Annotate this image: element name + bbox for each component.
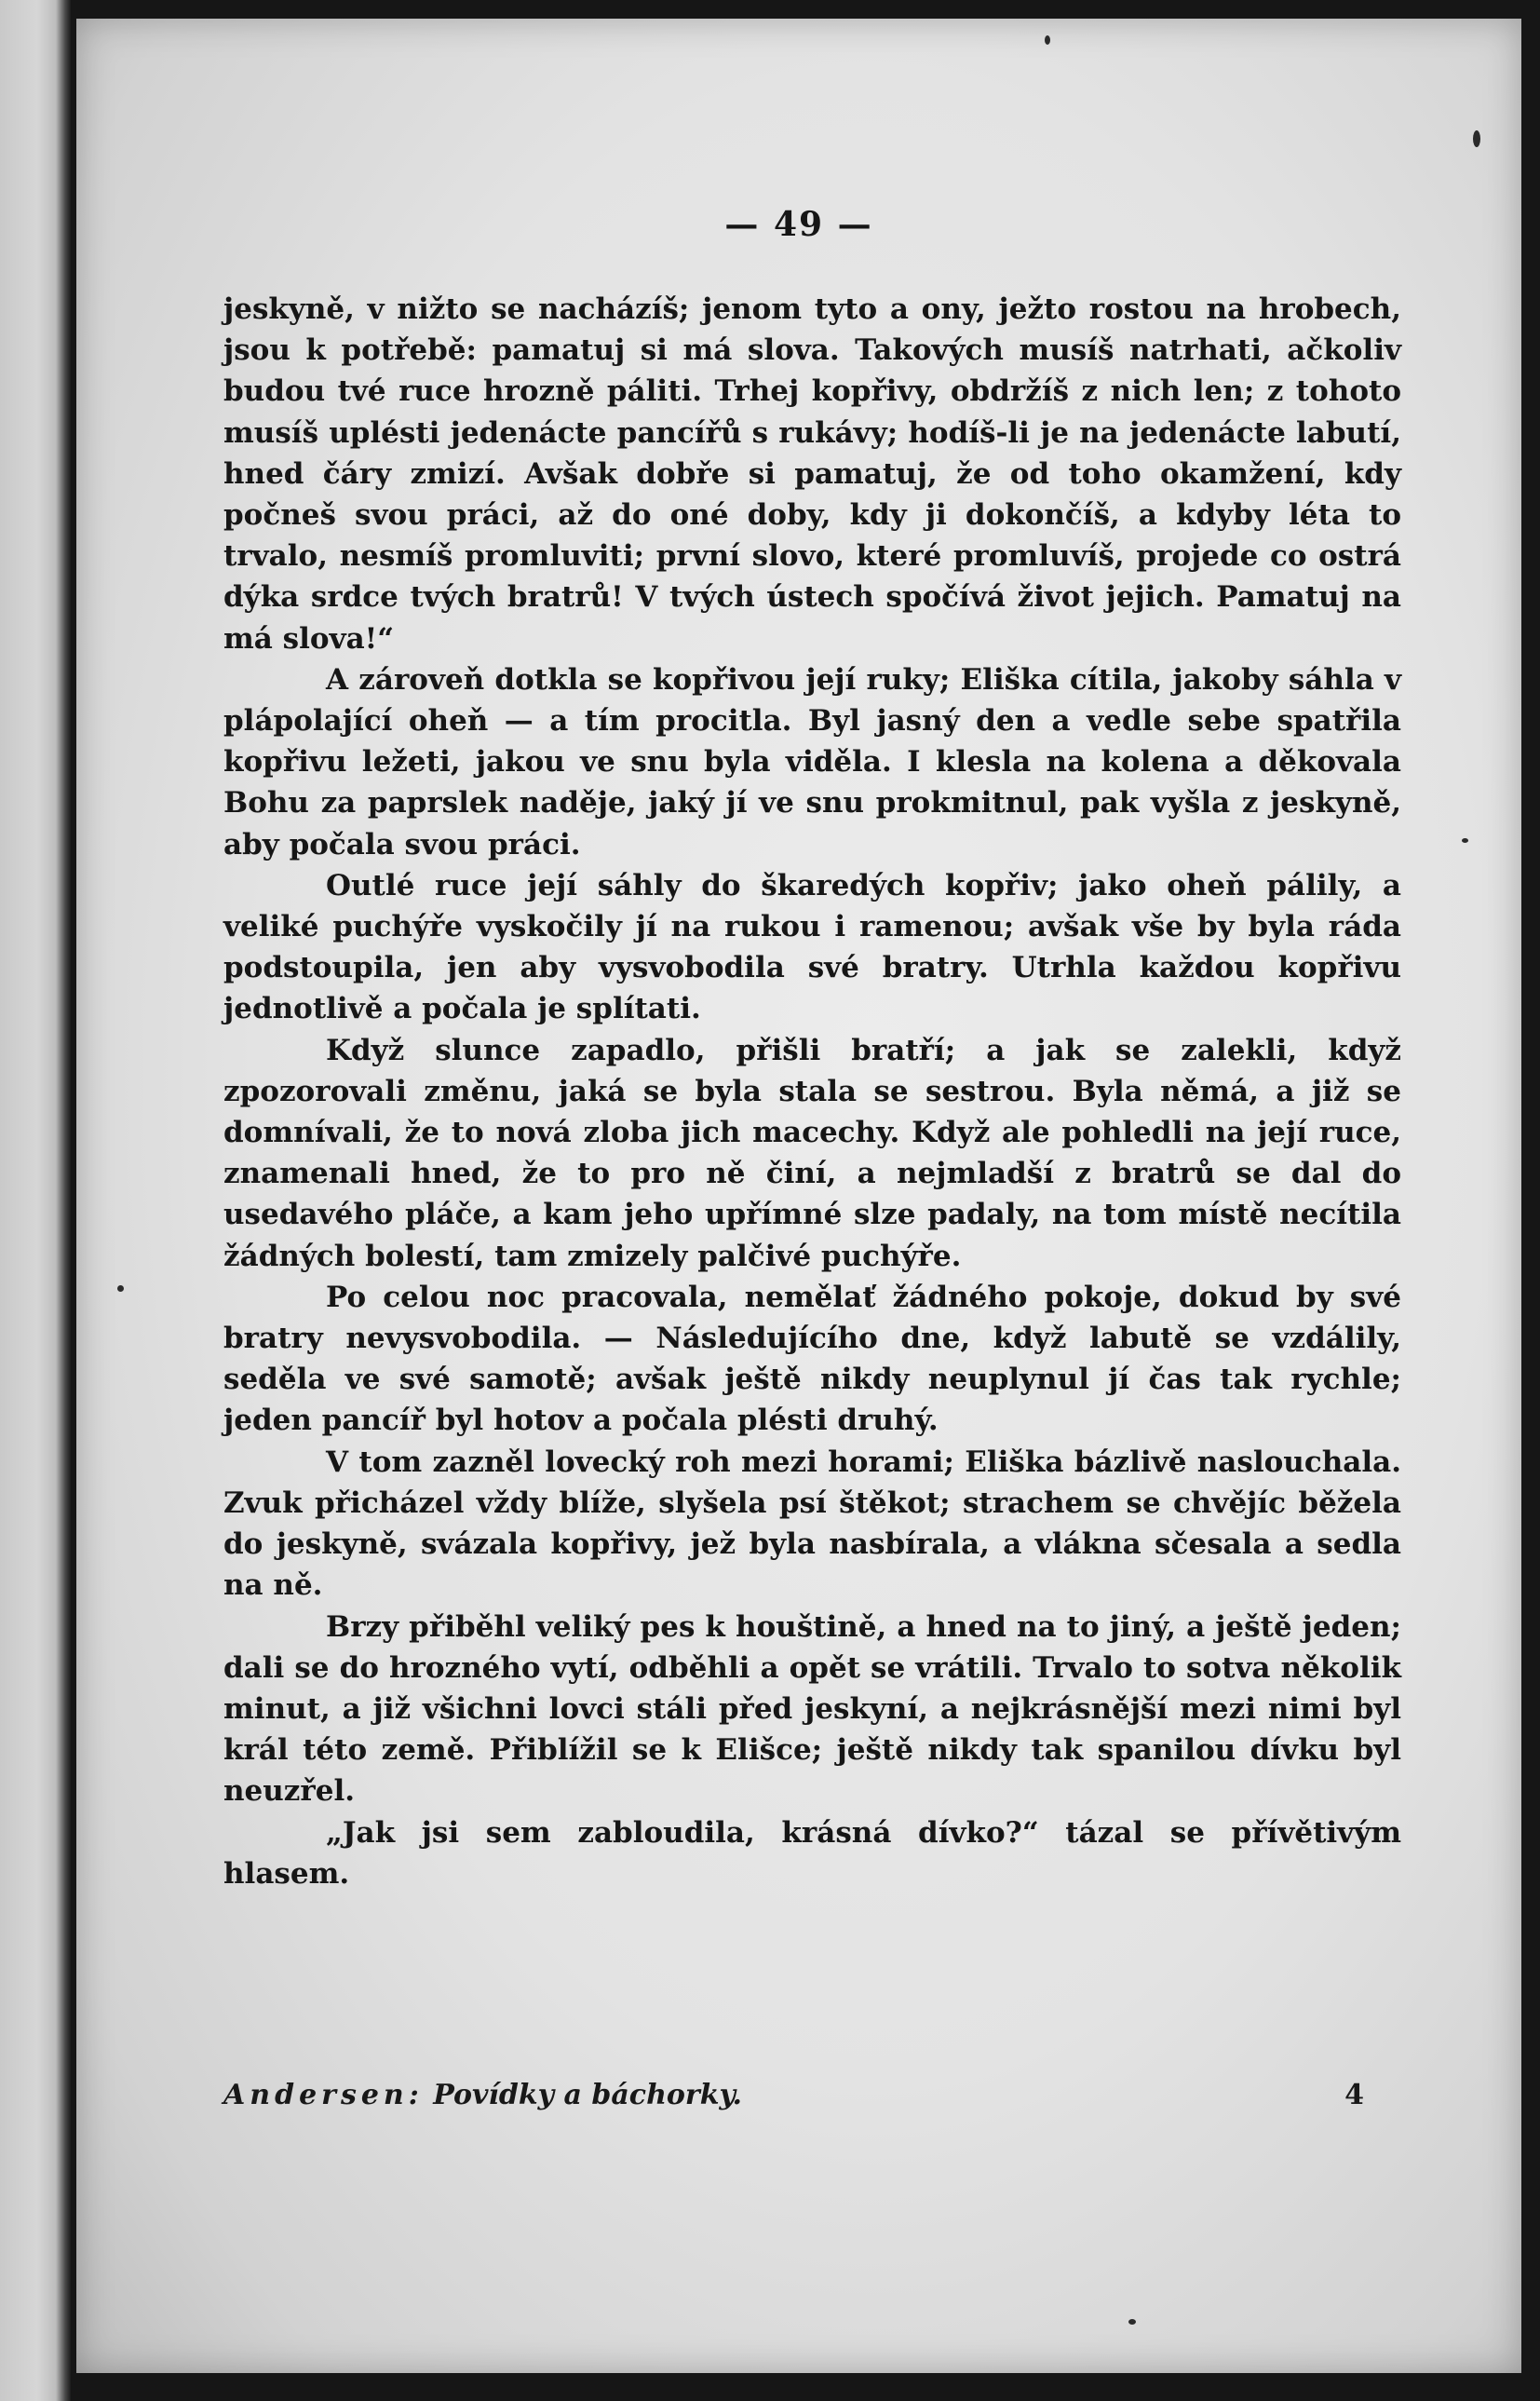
paragraph: Když slunce zapadlo, přišli bratří; a jak se zalekli, když zpozorovali změnu, jaká se byla stala se sestrou. Byla němá, a již se domnívali, že to nová zloba jich macechy. Když ale pohledli na její ruce, znamenali hned, že to pro ně činí, a nejmladší z bratrů se dal do usedavého pláče, a kam jeho upřímné slze padaly, na tom místě necítila žádných bolestí, tam zmizely palčivé puchýře. — [223, 1033, 1401, 1273]
book-page — [76, 19, 1521, 2373]
paragraph: A zároveň dotkla se kopřivou její ruky; Eliška cítila, jakoby sáhla v plápolající oheň — a tím procitla. Byl jasný den a vedle sebe spatřila kopřivu ležeti, jakou ve snu byla viděla. I klesla na kolena a děkovala Bohu za paprslek naděje, jaký jí ve snu prokmitnul, pak vyšla z jeskyně, aby počala svou práci. — [223, 662, 1401, 861]
paper-speck — [1462, 838, 1468, 843]
paper-speck — [117, 1285, 124, 1292]
paragraph: V tom zazněl lovecký roh mezi horami; Eliška bázlivě naslouchala. Zvuk přicházel vždy blíže, slyšela psí štěkot; strachem se chvějíc běžela do jeskyně, svázala kopřivy, jež byla nasbírala, a vlákna sčesala a sedla na ně. — [223, 1445, 1401, 1603]
paragraph: Brzy přiběhl veliký pes k houštině, a hned na to jiný, a ještě jeden; dali se do hrozného vytí, odběhli a opět se vrátili. Trvalo to sotva několik minut, a již všichni lovci stáli před jeskyní, a nejkrásnější mezi nimi byl král této země. Přiblížil se k Elišce; ještě nikdy tak spanilou dívku byl neuzřel. — [223, 1609, 1401, 1809]
paragraph: Po celou noc pracovala, nemělať žádného pokoje, dokud by své bratry nevysvobodila. — Následujícího dne, když labutě se vzdálily, seděla ve své samotě; avšak ještě nikdy neuplynul jí čas tak rychle; jeden pancíř byl hotov a počala plésti druhý. — [223, 1280, 1401, 1438]
footer-title: Povídky a báchorky. — [433, 2079, 742, 2111]
paper-speck — [1045, 35, 1050, 45]
paragraph: Outlé ruce její sáhly do škaredých kopřiv; jako oheň pálily, a veliké puchýře vyskočily jí na rukou i ramenou; avšak vše by byla ráda podstoupila, jen aby vysvobodila své bratry. Utrhla každou kopřivu jednotlivě a počala je splítati. — [223, 868, 1401, 1026]
paper-speck — [1473, 130, 1480, 147]
footer-author: Andersen: — [223, 2079, 424, 2111]
body-text — [223, 289, 1401, 1894]
paragraph: „Jak jsi sem zabloudila, krásná dívko?“ tázal se přívětivým hlasem. — [223, 1815, 1401, 1891]
paragraph: jeskyně, v nižto se nacházíš; jenom tyto a ony, ježto rostou na hrobech, jsou k potřebě: pamatuj si má slova. Takových musíš natrhati, ačkoliv budou tvé ruce hrozně páliti. Trhej kopřivy, obdržíš z nich len; z tohoto musíš uplésti jedenácte pancířů s rukávy; hodíš-li je na jedenácte labutí, hned čáry zmizí. Avšak dobře si pamatuj, že od toho okamžení, kdy počneš svou práci, až do oné doby, kdy ji dokončíš, a kdyby léta to trvalo, nesmíš promluviti; první slovo, které promluvíš, projede co ostrá dýka srdce tvých bratrů! V tvých ústech spočívá život jejich. Pamatuj na má slova!“ — [223, 292, 1401, 656]
page-footer — [223, 2079, 1401, 2111]
paper-speck — [1128, 2319, 1136, 2325]
page-number: — 49 — — [724, 205, 873, 244]
facing-page-edge — [0, 0, 71, 2401]
signature-mark: 4 — [1344, 2079, 1364, 2111]
